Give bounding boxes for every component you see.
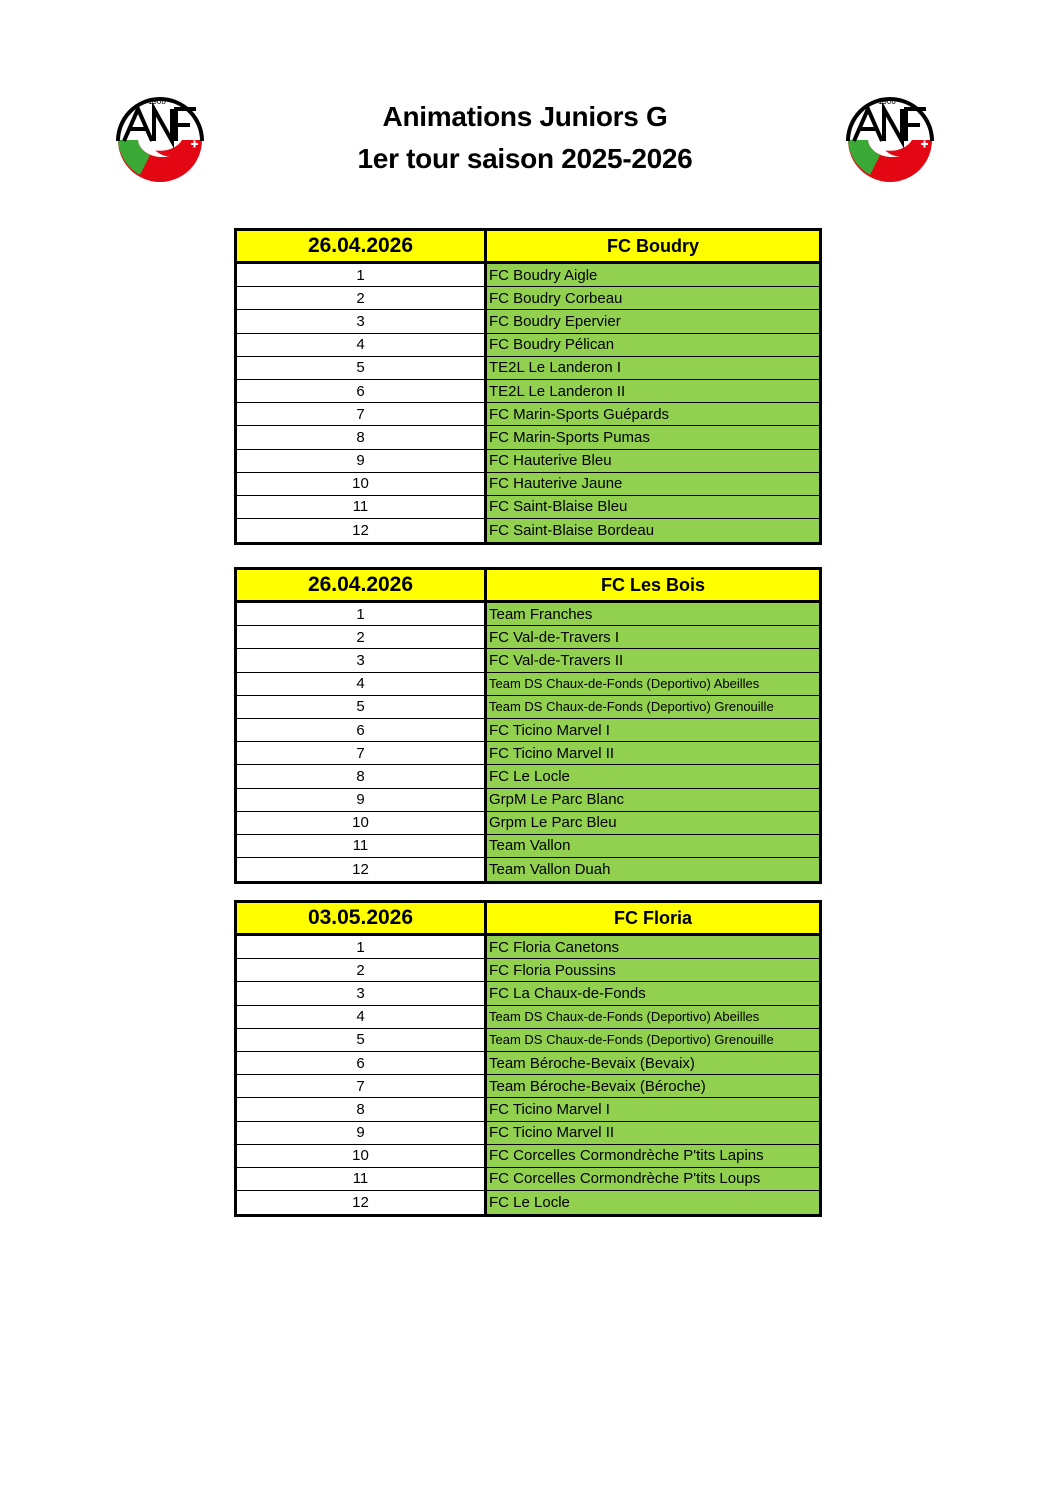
table-row bbox=[237, 334, 819, 357]
logo-year-right: 1908 bbox=[878, 97, 896, 106]
row-number: 10 bbox=[237, 1145, 487, 1167]
row-number: 7 bbox=[237, 1075, 487, 1097]
team-name: TE2L Le Landeron I bbox=[487, 357, 819, 379]
team-name: FC Boudry Corbeau bbox=[487, 287, 819, 309]
row-number: 5 bbox=[237, 696, 487, 718]
match-date: 03.05.2026 bbox=[237, 903, 487, 933]
team-name: FC Ticino Marvel I bbox=[487, 1098, 819, 1120]
table-row bbox=[237, 1122, 819, 1145]
row-number: 2 bbox=[237, 287, 487, 309]
row-number: 3 bbox=[237, 310, 487, 332]
row-number: 1 bbox=[237, 603, 487, 625]
anf-logo-right bbox=[840, 95, 940, 195]
table-row bbox=[237, 310, 819, 333]
table-row bbox=[237, 696, 819, 719]
team-name: Team Franches bbox=[487, 603, 819, 625]
row-number: 11 bbox=[237, 1168, 487, 1190]
team-name: FC Saint-Blaise Bordeau bbox=[487, 519, 819, 542]
host-club: FC Boudry bbox=[487, 231, 819, 261]
row-number: 2 bbox=[237, 959, 487, 981]
table-row bbox=[237, 287, 819, 310]
team-name: FC Corcelles Cormondrèche P'tits Lapins bbox=[487, 1145, 819, 1167]
row-number: 10 bbox=[237, 812, 487, 834]
team-name: FC Boudry Aigle bbox=[487, 264, 819, 286]
anf-logo-left bbox=[110, 95, 210, 195]
table-row bbox=[237, 982, 819, 1005]
table-row bbox=[237, 1052, 819, 1075]
row-number: 4 bbox=[237, 1006, 487, 1028]
row-number: 11 bbox=[237, 496, 487, 518]
team-name: Team Vallon Duah bbox=[487, 858, 819, 881]
row-number: 8 bbox=[237, 426, 487, 448]
team-name: Team Béroche-Bevaix (Béroche) bbox=[487, 1075, 819, 1097]
team-name: FC Boudry Epervier bbox=[487, 310, 819, 332]
row-number: 4 bbox=[237, 673, 487, 695]
match-date: 26.04.2026 bbox=[237, 231, 487, 261]
team-name: FC Val-de-Travers I bbox=[487, 626, 819, 648]
title-line-2: 1er tour saison 2025-2026 bbox=[357, 143, 693, 174]
table-row bbox=[237, 719, 819, 742]
row-number: 12 bbox=[237, 1191, 487, 1214]
table-row bbox=[237, 450, 819, 473]
team-name: Team DS Chaux-de-Fonds (Deportivo) Grenouille bbox=[487, 1029, 819, 1051]
row-number: 12 bbox=[237, 858, 487, 881]
table-row bbox=[237, 936, 819, 959]
table-row bbox=[237, 426, 819, 449]
schedule-table-les-bois bbox=[234, 567, 822, 884]
table-row bbox=[237, 765, 819, 788]
row-number: 1 bbox=[237, 936, 487, 958]
team-name: FC Ticino Marvel II bbox=[487, 1122, 819, 1144]
table-row bbox=[237, 357, 819, 380]
page-title bbox=[230, 96, 820, 180]
host-club: FC Les Bois bbox=[487, 570, 819, 600]
table-row bbox=[237, 626, 819, 649]
schedule-table-boudry bbox=[234, 228, 822, 545]
table-row bbox=[237, 1168, 819, 1191]
table-header bbox=[237, 231, 819, 264]
table-header bbox=[237, 903, 819, 936]
team-name: FC Val-de-Travers II bbox=[487, 649, 819, 671]
table-row bbox=[237, 264, 819, 287]
table-row bbox=[237, 1029, 819, 1052]
table-row bbox=[237, 496, 819, 519]
row-number: 2 bbox=[237, 626, 487, 648]
table-row bbox=[237, 1075, 819, 1098]
row-number: 11 bbox=[237, 835, 487, 857]
anf-logo-right-graphic bbox=[840, 95, 940, 195]
row-number: 6 bbox=[237, 1052, 487, 1074]
team-name: FC Floria Canetons bbox=[487, 936, 819, 958]
table-row bbox=[237, 603, 819, 626]
team-name: TE2L Le Landeron II bbox=[487, 380, 819, 402]
table-row bbox=[237, 742, 819, 765]
table-header bbox=[237, 570, 819, 603]
row-number: 4 bbox=[237, 334, 487, 356]
table-row bbox=[237, 473, 819, 496]
team-name: Team Vallon bbox=[487, 835, 819, 857]
title-line-1: Animations Juniors G bbox=[382, 101, 668, 132]
team-name: FC Boudry Pélican bbox=[487, 334, 819, 356]
table-row bbox=[237, 380, 819, 403]
row-number: 9 bbox=[237, 1122, 487, 1144]
team-name: FC La Chaux-de-Fonds bbox=[487, 982, 819, 1004]
row-number: 1 bbox=[237, 264, 487, 286]
team-name: Team DS Chaux-de-Fonds (Deportivo) Grenouille bbox=[487, 696, 819, 718]
table-row bbox=[237, 1006, 819, 1029]
table-row bbox=[237, 673, 819, 696]
team-name: FC Le Locle bbox=[487, 1191, 819, 1214]
row-number: 12 bbox=[237, 519, 487, 542]
table-row bbox=[237, 519, 819, 542]
team-name: FC Saint-Blaise Bleu bbox=[487, 496, 819, 518]
team-name: FC Marin-Sports Pumas bbox=[487, 426, 819, 448]
table-row bbox=[237, 1191, 819, 1214]
row-number: 5 bbox=[237, 1029, 487, 1051]
table-row bbox=[237, 1098, 819, 1121]
team-name: Team Béroche-Bevaix (Bevaix) bbox=[487, 1052, 819, 1074]
team-name: FC Hauterive Jaune bbox=[487, 473, 819, 495]
table-row bbox=[237, 1145, 819, 1168]
row-number: 6 bbox=[237, 719, 487, 741]
table-row bbox=[237, 649, 819, 672]
team-name: FC Ticino Marvel II bbox=[487, 742, 819, 764]
team-name: FC Marin-Sports Guépards bbox=[487, 403, 819, 425]
team-name: FC Corcelles Cormondrèche P'tits Loups bbox=[487, 1168, 819, 1190]
team-name: Team DS Chaux-de-Fonds (Deportivo) Abeilles bbox=[487, 1006, 819, 1028]
row-number: 3 bbox=[237, 982, 487, 1004]
team-name: Grpm Le Parc Bleu bbox=[487, 812, 819, 834]
team-name: FC Hauterive Bleu bbox=[487, 450, 819, 472]
row-number: 9 bbox=[237, 450, 487, 472]
team-name: Team DS Chaux-de-Fonds (Deportivo) Abeilles bbox=[487, 673, 819, 695]
row-number: 7 bbox=[237, 742, 487, 764]
team-name: FC Le Locle bbox=[487, 765, 819, 787]
table-row bbox=[237, 959, 819, 982]
table-row bbox=[237, 789, 819, 812]
row-number: 7 bbox=[237, 403, 487, 425]
row-number: 10 bbox=[237, 473, 487, 495]
schedule-table-floria bbox=[234, 900, 822, 1217]
table-row bbox=[237, 835, 819, 858]
table-row bbox=[237, 812, 819, 835]
row-number: 5 bbox=[237, 357, 487, 379]
host-club: FC Floria bbox=[487, 903, 819, 933]
row-number: 8 bbox=[237, 765, 487, 787]
logo-year-left: 1908 bbox=[148, 97, 166, 106]
row-number: 3 bbox=[237, 649, 487, 671]
anf-logo-left-graphic bbox=[110, 95, 210, 195]
row-number: 6 bbox=[237, 380, 487, 402]
row-number: 8 bbox=[237, 1098, 487, 1120]
table-row bbox=[237, 403, 819, 426]
row-number: 9 bbox=[237, 789, 487, 811]
team-name: FC Ticino Marvel I bbox=[487, 719, 819, 741]
table-row bbox=[237, 858, 819, 881]
team-name: FC Floria Poussins bbox=[487, 959, 819, 981]
match-date: 26.04.2026 bbox=[237, 570, 487, 600]
team-name: GrpM Le Parc Blanc bbox=[487, 789, 819, 811]
